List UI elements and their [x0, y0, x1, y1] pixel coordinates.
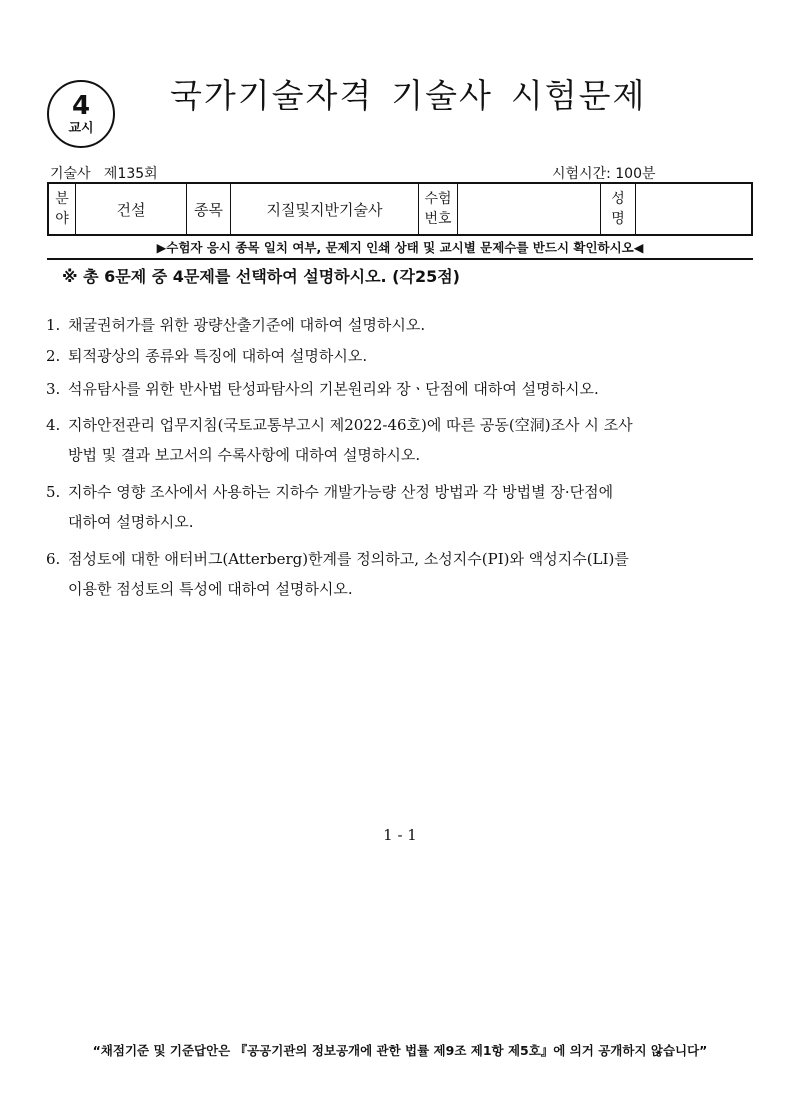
name-label-cell — [601, 183, 636, 235]
question-number: 6. — [46, 550, 61, 568]
category-label: 종목 — [187, 183, 231, 235]
field-label-cell — [48, 183, 76, 235]
footer-note: “채점기준 및 기준답안은 『공공기관의 정보공개에 관한 법률 제9조 제1항 제5호』에 의거 공개하지 않습니다” — [92, 1043, 708, 1058]
exam-round: 기술사 제135회 — [50, 166, 158, 182]
question-item — [46, 477, 766, 537]
title-part-2: 기술사 — [391, 76, 493, 115]
name-label-line-2: 명 — [611, 211, 625, 227]
field-value: 건설 — [76, 183, 187, 235]
exam-time: 시험시간: 100분 — [552, 166, 656, 182]
question-text: 채굴권허가를 위한 광량산출기준에 대하여 설명하시오. — [68, 316, 426, 334]
question-text: 석유탐사를 위한 반사법 탄성파탐사의 기본원리와 장ㆍ단점에 대하여 설명하시오. — [68, 380, 599, 398]
question-item — [46, 310, 766, 340]
question-number: 5. — [46, 483, 61, 501]
question-number: 3. — [46, 380, 61, 398]
exam-no-label-line-1: 수험 — [424, 191, 452, 207]
title-part-1: 국가기술자격 — [170, 76, 374, 115]
session-badge — [47, 80, 115, 148]
instruction: ※ 총 6문제 중 4문제를 선택하여 설명하시오. (각25점) — [62, 267, 460, 286]
title-part-3: 시험문제 — [510, 76, 647, 115]
exam-no-label-line-2: 번호 — [424, 211, 452, 227]
session-label: 교시 — [68, 120, 94, 136]
question-item — [46, 374, 766, 404]
question-text-continued: 이용한 점성토의 특성에 대하여 설명하시오. — [68, 580, 353, 598]
field-label-line-2: 야 — [55, 211, 69, 227]
question-text: 지하안전관리 업무지침(국토교통부고시 제2022-46호)에 따른 공동(空洞)조사 시 조사 — [68, 416, 633, 434]
question-number: 4. — [46, 416, 61, 434]
question-item — [46, 410, 766, 470]
question-text-continued: 방법 및 결과 보고서의 수록사항에 대하여 설명하시오. — [68, 446, 421, 464]
page-title — [170, 70, 646, 117]
question-number: 1. — [46, 316, 61, 334]
notice-banner: ▶수험자 응시 종목 일치 여부, 문제지 인쇄 상태 및 교시별 문제수를 반드시 확인하시오◀ — [156, 240, 644, 255]
question-number: 2. — [46, 347, 61, 365]
exam-number-field[interactable] — [458, 183, 601, 235]
field-label-line-1: 분 — [55, 191, 69, 207]
session-number: 4 — [71, 90, 91, 121]
question-item — [46, 544, 766, 604]
info-table — [47, 182, 753, 236]
question-text: 지하수 영향 조사에서 사용하는 지하수 개발가능량 산정 방법과 각 방법별 장·단점에 — [68, 483, 614, 501]
question-text-continued: 대하여 설명하시오. — [68, 513, 194, 531]
question-text: 점성토에 대한 애터버그(Atterberg)한계를 정의하고, 소성지수(PI)와 액성지수(LI)를 — [68, 550, 629, 568]
question-item — [46, 341, 766, 371]
category-value: 지질및지반기술사 — [231, 183, 419, 235]
exam-no-label-cell — [419, 183, 458, 235]
question-text: 퇴적광상의 종류와 특징에 대하여 설명하시오. — [68, 347, 368, 365]
name-field[interactable] — [636, 183, 753, 235]
divider — [47, 258, 753, 260]
name-label-line-1: 성 — [611, 191, 625, 207]
page-indicator: 1 - 1 — [383, 826, 417, 844]
